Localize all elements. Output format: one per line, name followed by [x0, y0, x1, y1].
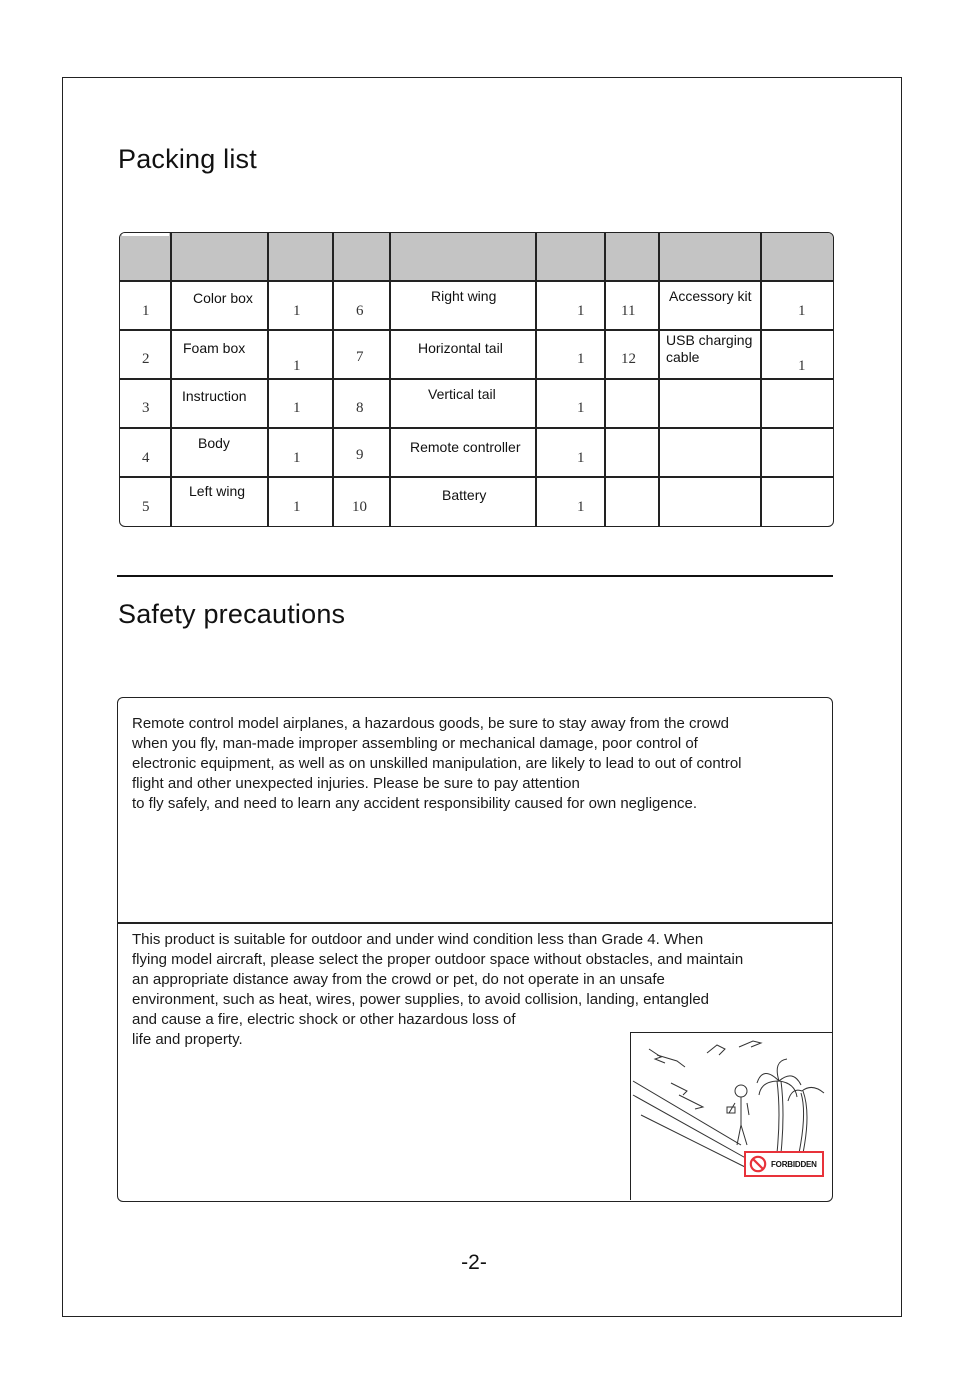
row5-qty2: 1 [577, 499, 585, 515]
row3-qty: 1 [293, 400, 301, 416]
row4-no: 4 [142, 450, 150, 466]
row1-name: Color box [193, 290, 253, 306]
row2-qty2: 1 [577, 351, 585, 367]
row4-qty: 1 [293, 450, 301, 466]
p2-line-1: This product is suitable for outdoor and under wind condition less than Grade 4. When [132, 931, 704, 948]
row2-no: 2 [142, 351, 150, 367]
row2-name: Foam box [183, 340, 246, 356]
p1-line-3: electronic equipment, as well as on unskilled manipulation, are likely to lead to out of control [132, 755, 742, 772]
safety-box [117, 697, 833, 1202]
row3-name: Instruction [182, 388, 247, 404]
row4-name2: Remote controller [410, 439, 521, 455]
row2-no2: 7 [356, 349, 364, 365]
row1-qty3: 1 [798, 303, 806, 319]
p1-line-1: Remote control model airplanes, a hazardous goods, be sure to stay away from the crowd [132, 715, 729, 732]
section-divider [117, 575, 833, 577]
row1-name3: Accessory kit [669, 288, 752, 304]
row3-no2: 8 [356, 400, 364, 416]
row2-qty3: 1 [798, 358, 806, 374]
row1-no3: 11 [621, 303, 636, 319]
row1-qty: 1 [293, 303, 301, 319]
row3-no: 3 [142, 400, 150, 416]
prohibited-icon [749, 1155, 767, 1173]
row2-name2: Horizontal tail [418, 340, 503, 356]
row5-name: Left wing [189, 483, 246, 499]
safety-box-divider [118, 922, 832, 924]
row4-no2: 9 [356, 447, 364, 463]
forbidden-sign [744, 1151, 824, 1177]
row4-qty2: 1 [577, 450, 585, 466]
packing-list-table [119, 232, 834, 527]
p1-line-5: to fly safely, and need to learn any accident responsibility caused for own negligence. [132, 795, 698, 812]
row2-no3: 12 [621, 351, 636, 367]
row5-no: 5 [142, 499, 150, 515]
row3-qty2: 1 [577, 400, 585, 416]
row1-qty2: 1 [577, 303, 585, 319]
row4-name: Body [198, 435, 230, 451]
table-header-row [120, 233, 833, 281]
row5-no2: 10 [352, 499, 367, 515]
packing-list-title: Packing list [118, 144, 257, 174]
page-number: -2- [461, 1251, 487, 1274]
safety-paragraph-1 [132, 714, 832, 814]
p2-line-5: and cause a fire, electric shock or other hazardous loss of [132, 1011, 516, 1028]
row1-name2: Right wing [431, 288, 497, 304]
row5-name2: Battery [442, 487, 487, 503]
forbidden-illustration [630, 1032, 832, 1200]
safety-precautions-title: Safety precautions [118, 599, 346, 629]
row3-name2: Vertical tail [428, 386, 496, 402]
p2-line-6: life and property. [132, 1031, 243, 1048]
row1-no: 1 [142, 303, 150, 319]
forbidden-label: FORBIDDEN [771, 1159, 817, 1169]
p2-line-4: environment, such as heat, wires, power supplies, to avoid collision, landing, entangled [132, 991, 710, 1008]
row5-qty: 1 [293, 499, 301, 515]
p2-line-2: flying model aircraft, please select the proper outdoor space without obstacles, and maintain [132, 951, 744, 968]
p1-line-2: when you fly, man-made improper assembling or mechanical damage, poor control of [132, 735, 698, 752]
row2-name3: USB charging cable [666, 332, 753, 365]
p1-line-4: flight and other unexpected injuries. Please be sure to pay attention [132, 775, 580, 792]
row2-qty: 1 [293, 358, 301, 374]
row1-no2: 6 [356, 303, 364, 319]
p2-line-3: an appropriate distance away from the crowd or pet, do not operate in an unsafe [132, 971, 665, 988]
